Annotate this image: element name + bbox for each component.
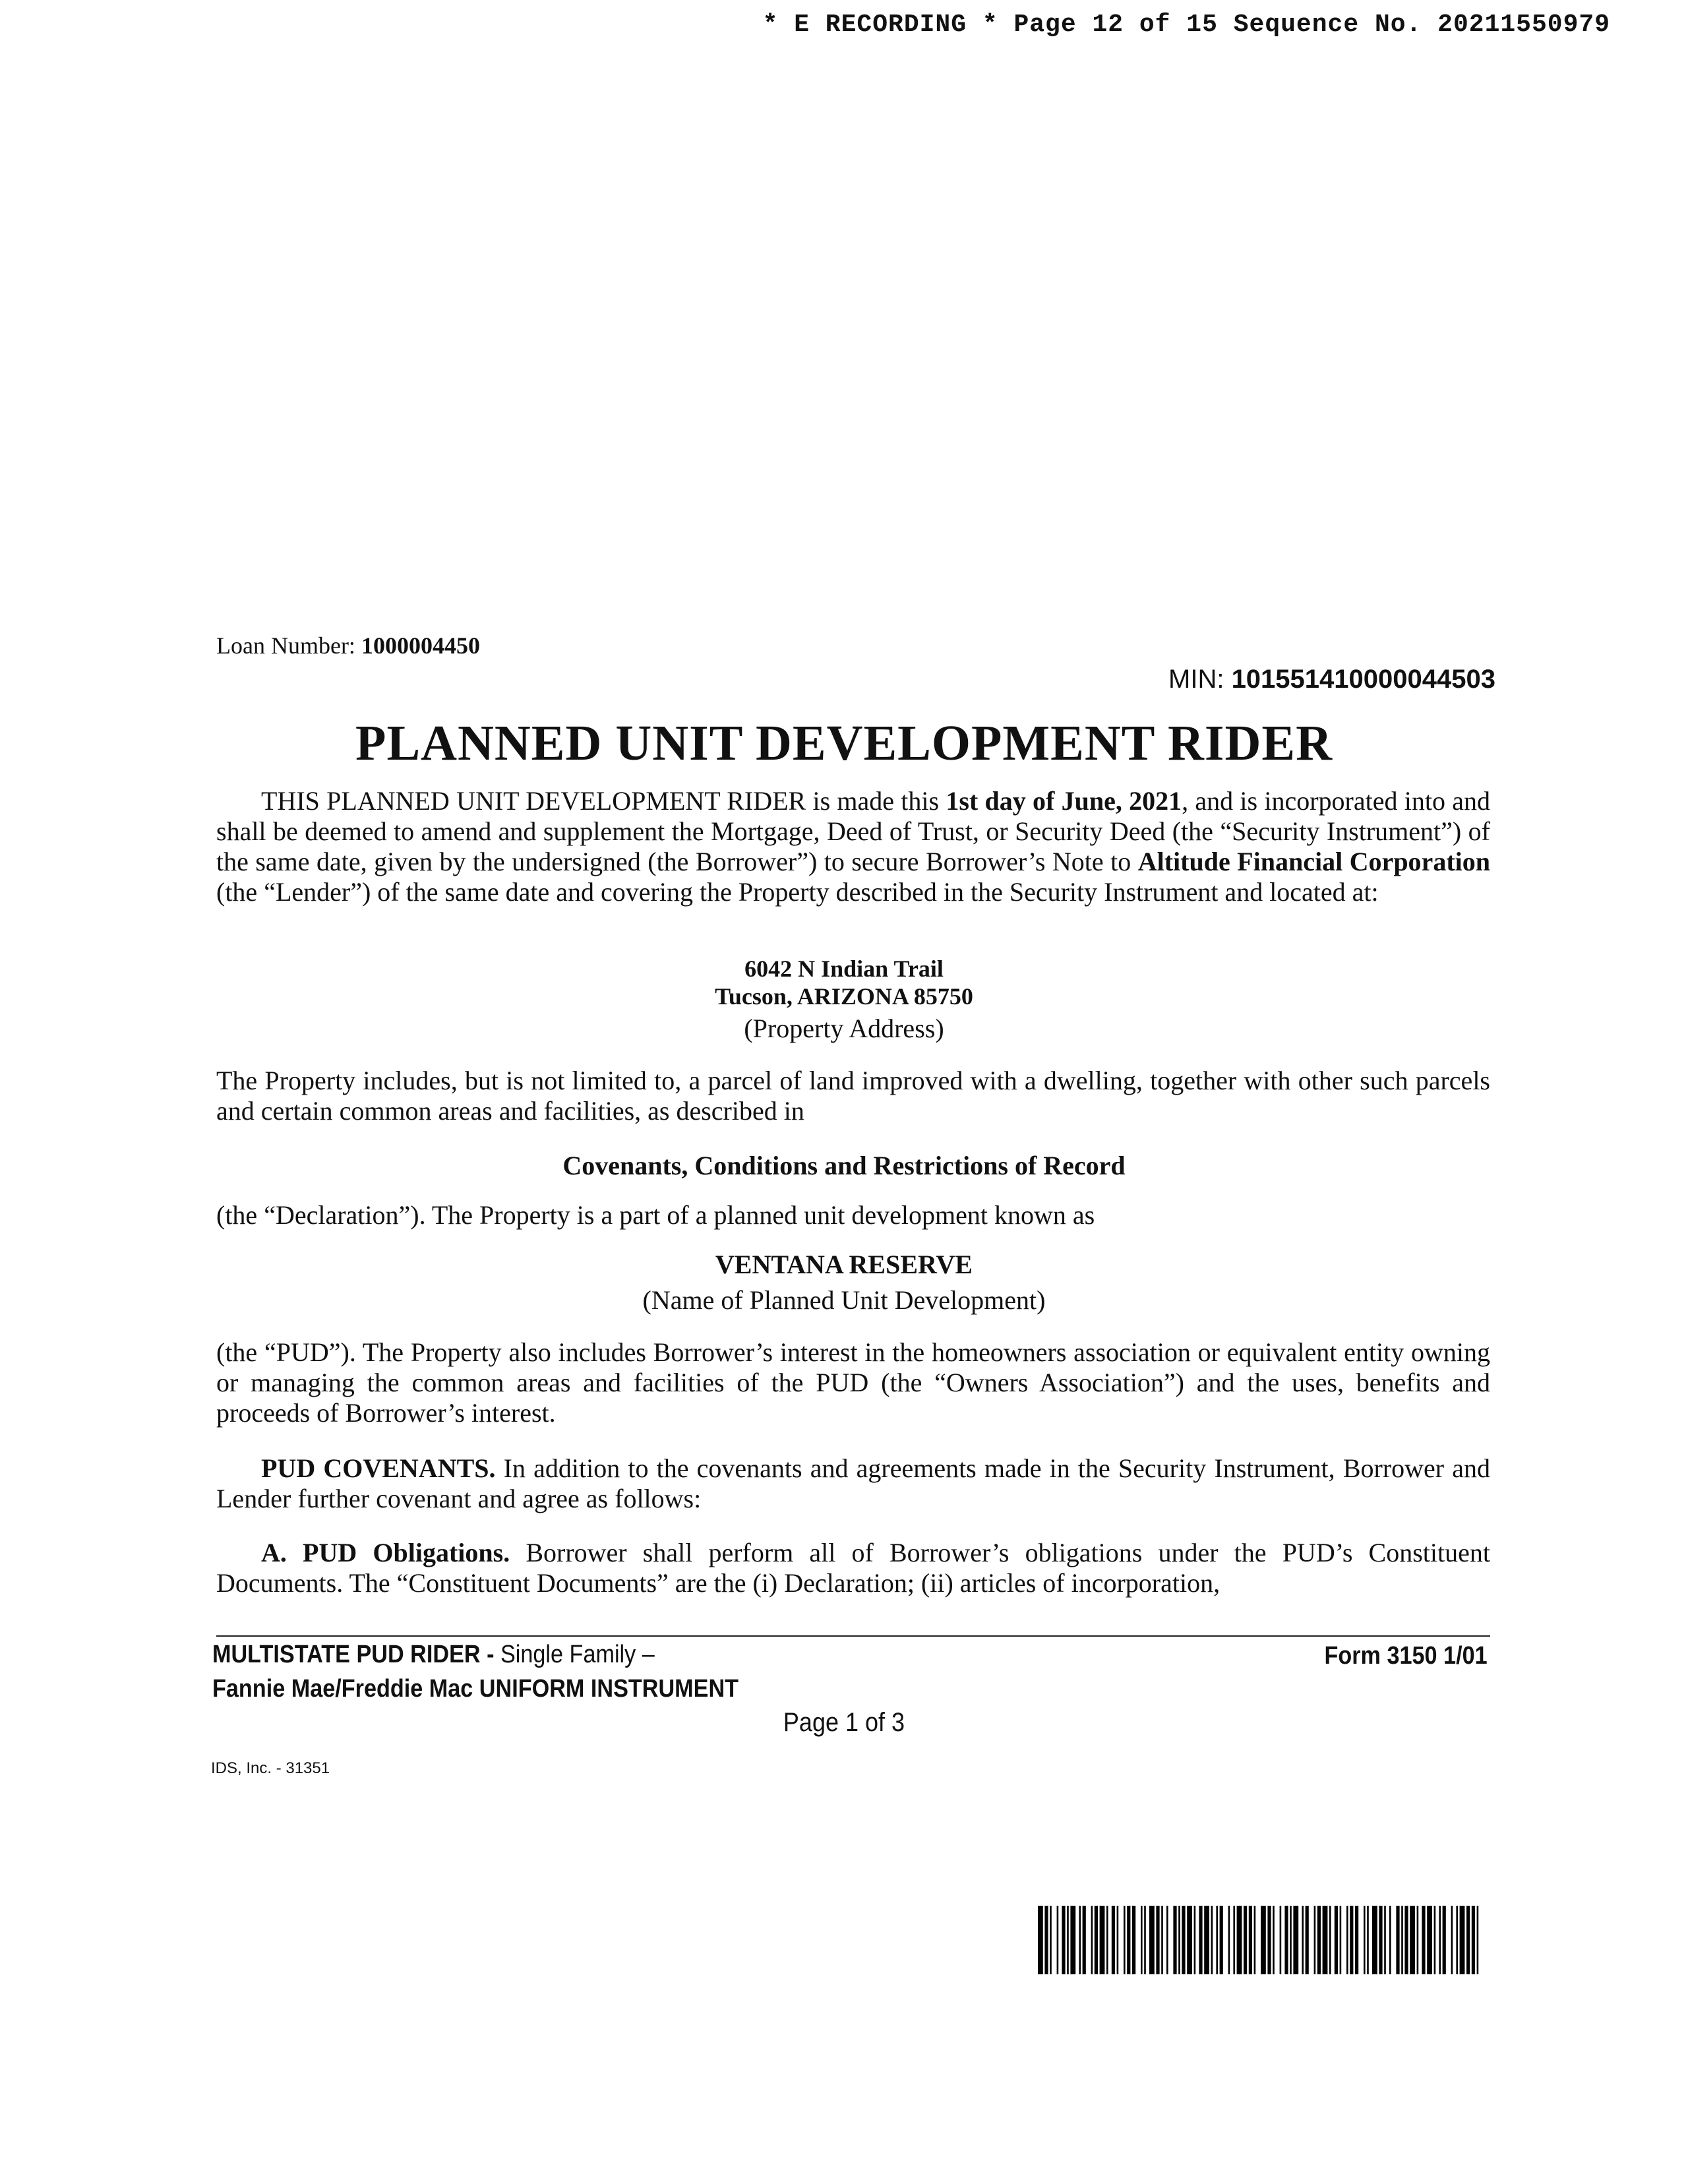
property-address-caption: (Property Address) (744, 1014, 944, 1043)
ids-reference: IDS, Inc. - 31351 (211, 1759, 330, 1777)
loan-number-label: Loan Number: (216, 632, 361, 659)
pud-obligations-text: Borrower shall perform all of Borrower’s obligations under the PUD’s Constituent Documents. The “Constituent Documents” are the (i) Declaration; (ii) articles of incorporation, (216, 1538, 1490, 1598)
pud-name-caption: (Name of Planned Unit Development) (642, 1285, 1046, 1315)
footer-form-title (212, 1641, 655, 1669)
barcode-icon (1038, 1906, 1484, 1974)
pud-covenants-paragraph (216, 1453, 1490, 1514)
property-street: 6042 N Indian Trail (744, 956, 944, 982)
document-title: PLANNED UNIT DEVELOPMENT RIDER (355, 715, 1333, 771)
pud-covenants-text: In addition to the covenants and agreements made in the Security Instrument, Borrower and Lender further covenant and agree as follows: (216, 1453, 1490, 1513)
recording-stamp: * E RECORDING * Page 12 of 15 Sequence No. 20211550979 (762, 11, 1610, 39)
pud-obligations-paragraph (216, 1538, 1490, 1598)
min-value: 101551410000044503 (1231, 665, 1495, 694)
footer-form-title-normal: Single Family – (500, 1641, 655, 1668)
min-number (1168, 665, 1495, 694)
loan-number (216, 632, 480, 659)
intro-text-3: (the “Lender”) of the same date and covering the Property described in the Security Instrument and located at: (216, 877, 1379, 907)
property-includes-paragraph: The Property includes, but is not limited to, a parcel of land improved with a dwelling, together with other such parcels and certain common areas and facilities, as described in (216, 1066, 1490, 1126)
min-label: MIN: (1168, 665, 1232, 694)
intro-paragraph (216, 786, 1490, 907)
declaration-title: Covenants, Conditions and Restrictions of Record (562, 1151, 1126, 1180)
pud-paragraph: (the “PUD”). The Property also includes Borrower’s interest in the homeowners association or equivalent entity owning or managing the common areas and facilities of the PUD (the “Owners Association”) and the uses, benefits and proceeds of Borrower’s interest. (216, 1337, 1490, 1428)
property-city-state-zip: Tucson, ARIZONA 85750 (715, 983, 973, 1010)
intro-text-2: , and is incorporated into and shall be deemed to amend and supplement the Mortgage, Deed of Trust, or Security Deed (the “Security Instrument”) of the same date, given by the undersigned (the Borrower”) to secure Borrower’s Note to (216, 786, 1491, 876)
loan-number-value: 1000004450 (361, 632, 480, 659)
footer-uniform-instrument: Fannie Mae/Freddie Mac UNIFORM INSTRUMENT (212, 1675, 739, 1703)
pud-name: VENTANA RESERVE (715, 1250, 973, 1279)
page-number: Page 1 of 3 (783, 1708, 905, 1737)
footer-form-number: Form 3150 1/01 (1324, 1642, 1488, 1670)
intro-text-1: THIS PLANNED UNIT DEVELOPMENT RIDER is made this (261, 786, 946, 816)
lender-name: Altitude Financial Corporation (1137, 847, 1490, 876)
declaration-paragraph: (the “Declaration”). The Property is a part of a planned unit development known as (216, 1200, 1095, 1230)
pud-covenants-heading: PUD COVENANTS. (261, 1453, 496, 1483)
rider-date: 1st day of June, 2021 (946, 786, 1182, 816)
pud-obligations-heading: A. PUD Obligations. (261, 1538, 510, 1567)
footer-form-title-bold: MULTISTATE PUD RIDER - (212, 1641, 500, 1668)
footer-divider (216, 1635, 1490, 1637)
